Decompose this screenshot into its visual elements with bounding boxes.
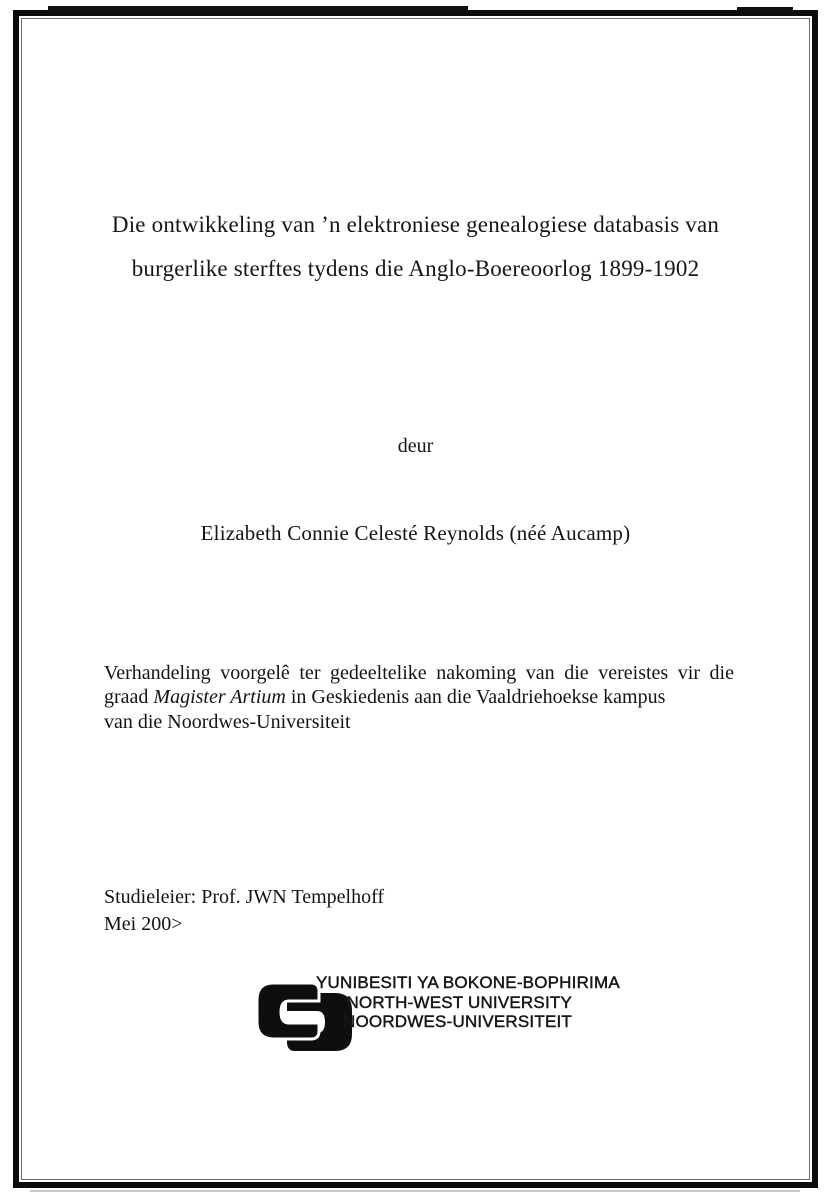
thesis-title — [0, 203, 831, 291]
submission-line2-post: in Geskiedenis aan die Vaaldriehoekse kampus — [285, 686, 666, 709]
university-name-setswana: YUNIBESITI YA BOKONE-BOPHIRIMA — [316, 973, 620, 992]
thesis-title-line1: Die ontwikkeling van ’n elektroniese genealogiese databasis van — [111, 212, 720, 237]
supervisor-line: Studieleier: Prof. JWN Tempelhoff — [104, 886, 385, 908]
submission-line1: Verhandeling voorgelê ter gedeeltelike nakoming van die vereistes vir die — [104, 662, 734, 684]
submission-statement — [104, 661, 734, 734]
submission-line3: van die Noordwes-Universiteit — [104, 710, 351, 733]
supervisor-block — [104, 884, 384, 938]
degree-name: Magister Artium — [153, 686, 286, 709]
submission-line2 — [104, 685, 734, 709]
author-name: Elizabeth Connie Celesté Reynolds (néé Aucamp) — [200, 521, 631, 545]
date-line: Mei 200> — [104, 913, 183, 935]
byline-label: deur — [397, 435, 434, 457]
submission-line2-pre: graad — [104, 686, 154, 709]
university-name-english: NORTH-WEST UNIVERSITY — [346, 992, 572, 1012]
thesis-title-line2: burgerlike sterftes tydens die Anglo-Boereoorlog 1899-1902 — [131, 256, 700, 281]
scan-artifact-bottom — [30, 1190, 800, 1192]
university-name-afrikaans: NOORDWES-UNIVERSITEIT — [343, 1012, 572, 1032]
university-logo-text — [316, 973, 620, 1032]
